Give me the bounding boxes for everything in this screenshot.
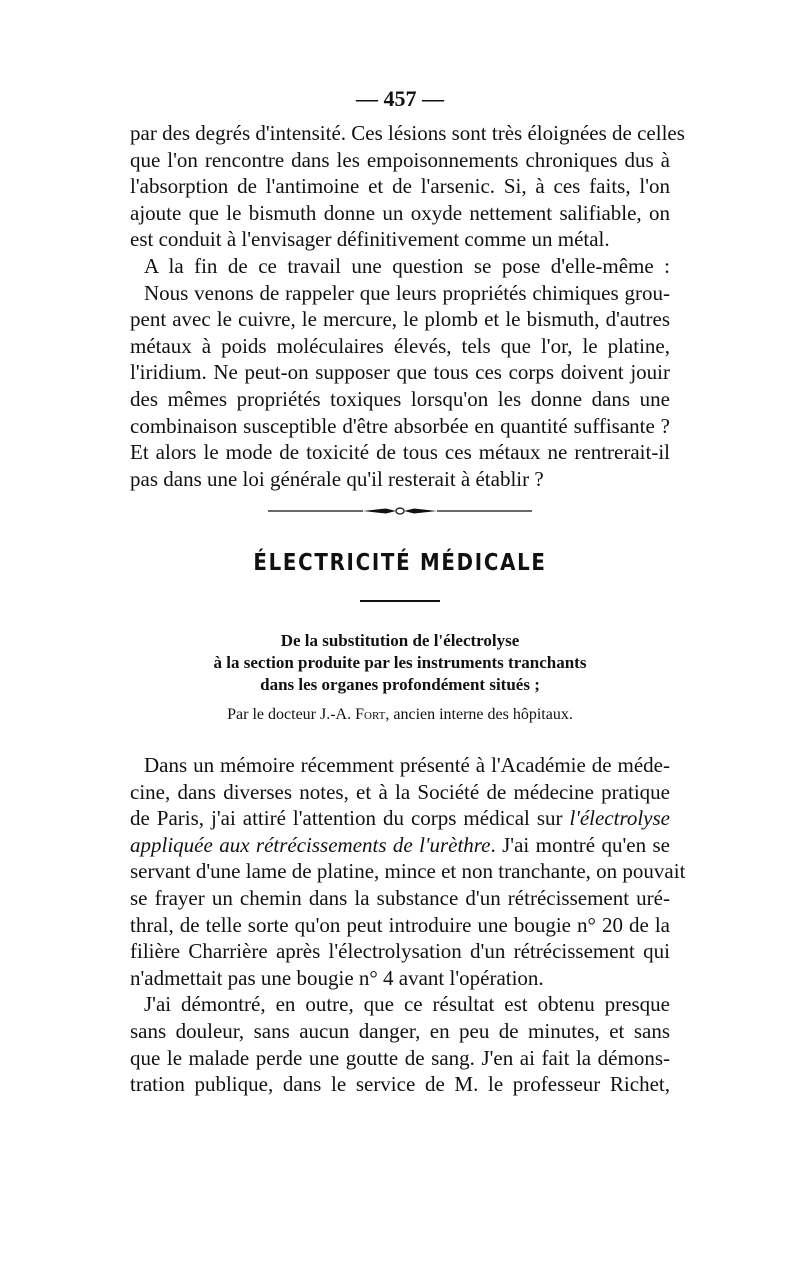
- text-line: métaux à poids moléculaires élevés, tels que l'or, le platine,: [130, 333, 670, 358]
- text-line: l'absorption de l'antimoine et de l'arsenic. Si, à ces faits, l'on: [130, 174, 670, 199]
- italic-text: l'électrolyse: [569, 806, 670, 831]
- article-title-line: dans les organes profondément situés ;: [260, 675, 540, 694]
- byline-suffix: , ancien interne des hôpitaux.: [385, 706, 573, 723]
- text-line: [130, 832, 670, 859]
- text-line: J'ai démontré, en outre, que ce résultat est obtenu presque: [144, 992, 670, 1017]
- text-line: n'admettait pas une bougie n° 4 avant l'opération.: [130, 965, 544, 990]
- byline-prefix: Par le docteur J.-A.: [227, 706, 352, 723]
- text-line: A la fin de ce travail une question se pose d'elle-même :: [144, 253, 670, 278]
- text-run: de Paris, j'ai attiré l'attention du corps médical sur: [130, 806, 570, 831]
- text-line: Et alors le mode de toxicité de tous ces métaux ne rentrerait-il: [130, 440, 670, 465]
- text-run: . J'ai montré qu'en se: [490, 832, 670, 857]
- byline-author: Fort: [355, 706, 386, 723]
- text-line: Nous venons de rappeler que leurs propriétés chimiques grou-: [144, 280, 670, 305]
- text-line: cine, dans diverses notes, et à la Société de médecine pratique: [130, 779, 670, 804]
- byline: [130, 706, 670, 724]
- italic-text: appliquée aux rétrécissements de l'urèthre: [130, 832, 491, 857]
- text-line: ajoute que le bismuth donne un oxyde nettement salifiable, on: [130, 200, 670, 225]
- page-number: — 457 —: [356, 86, 444, 111]
- paragraph-2: [130, 752, 686, 1098]
- text-line: se frayer un chemin dans la substance d'un rétrécissement uré-: [130, 885, 670, 910]
- text-line: tration publique, dans le service de M. le professeur Richet,: [130, 1072, 670, 1097]
- section-title: ÉLECTRICITÉ MÉDICALE: [253, 550, 547, 576]
- article-title-line: à la section produite par les instruments tranchants: [213, 653, 587, 672]
- title-rule: [360, 600, 440, 602]
- text-line: filière Charrière après l'électrolysation d'un rétrécissement qui: [130, 939, 670, 964]
- paragraph-1: [130, 120, 685, 492]
- article-title: [130, 630, 670, 696]
- text-line: pas dans une loi générale qu'il resterait à établir ?: [130, 466, 544, 491]
- text-line: est conduit à l'envisager définitivement comme un métal.: [130, 227, 610, 252]
- text-line: [130, 805, 670, 832]
- text-line: par des degrés d'intensité. Ces lésions sont très éloignées de celles: [130, 121, 685, 145]
- text-line: sans douleur, sans aucun danger, en peu de minutes, et sans: [130, 1018, 670, 1043]
- text-line: thral, de telle sorte qu'on peut introduire une bougie n° 20 de la: [130, 912, 670, 937]
- text-line: combinaison susceptible d'être absorbée en quantité suffisante ?: [130, 413, 670, 438]
- text-line: pent avec le cuivre, le mercure, le plomb et le bismuth, d'autres: [130, 307, 670, 332]
- text-line: des mêmes propriétés toxiques lorsqu'on les donne dans une: [130, 386, 670, 411]
- ornamental-divider: [268, 502, 532, 520]
- text-line: que l'on rencontre dans les empoisonnements chroniques dus à: [130, 147, 670, 172]
- text-line: servant d'une lame de platine, mince et non tranchante, on pouvait: [130, 859, 686, 884]
- text-line: que le malade perde une goutte de sang. J'en ai fait la démons-: [130, 1045, 670, 1070]
- text-line: l'iridium. Ne peut-on supposer que tous ces corps doivent jouir: [130, 360, 670, 385]
- article-title-line: De la substitution de l'électrolyse: [280, 631, 520, 650]
- text-line: Dans un mémoire récemment présenté à l'Académie de méde-: [144, 753, 670, 777]
